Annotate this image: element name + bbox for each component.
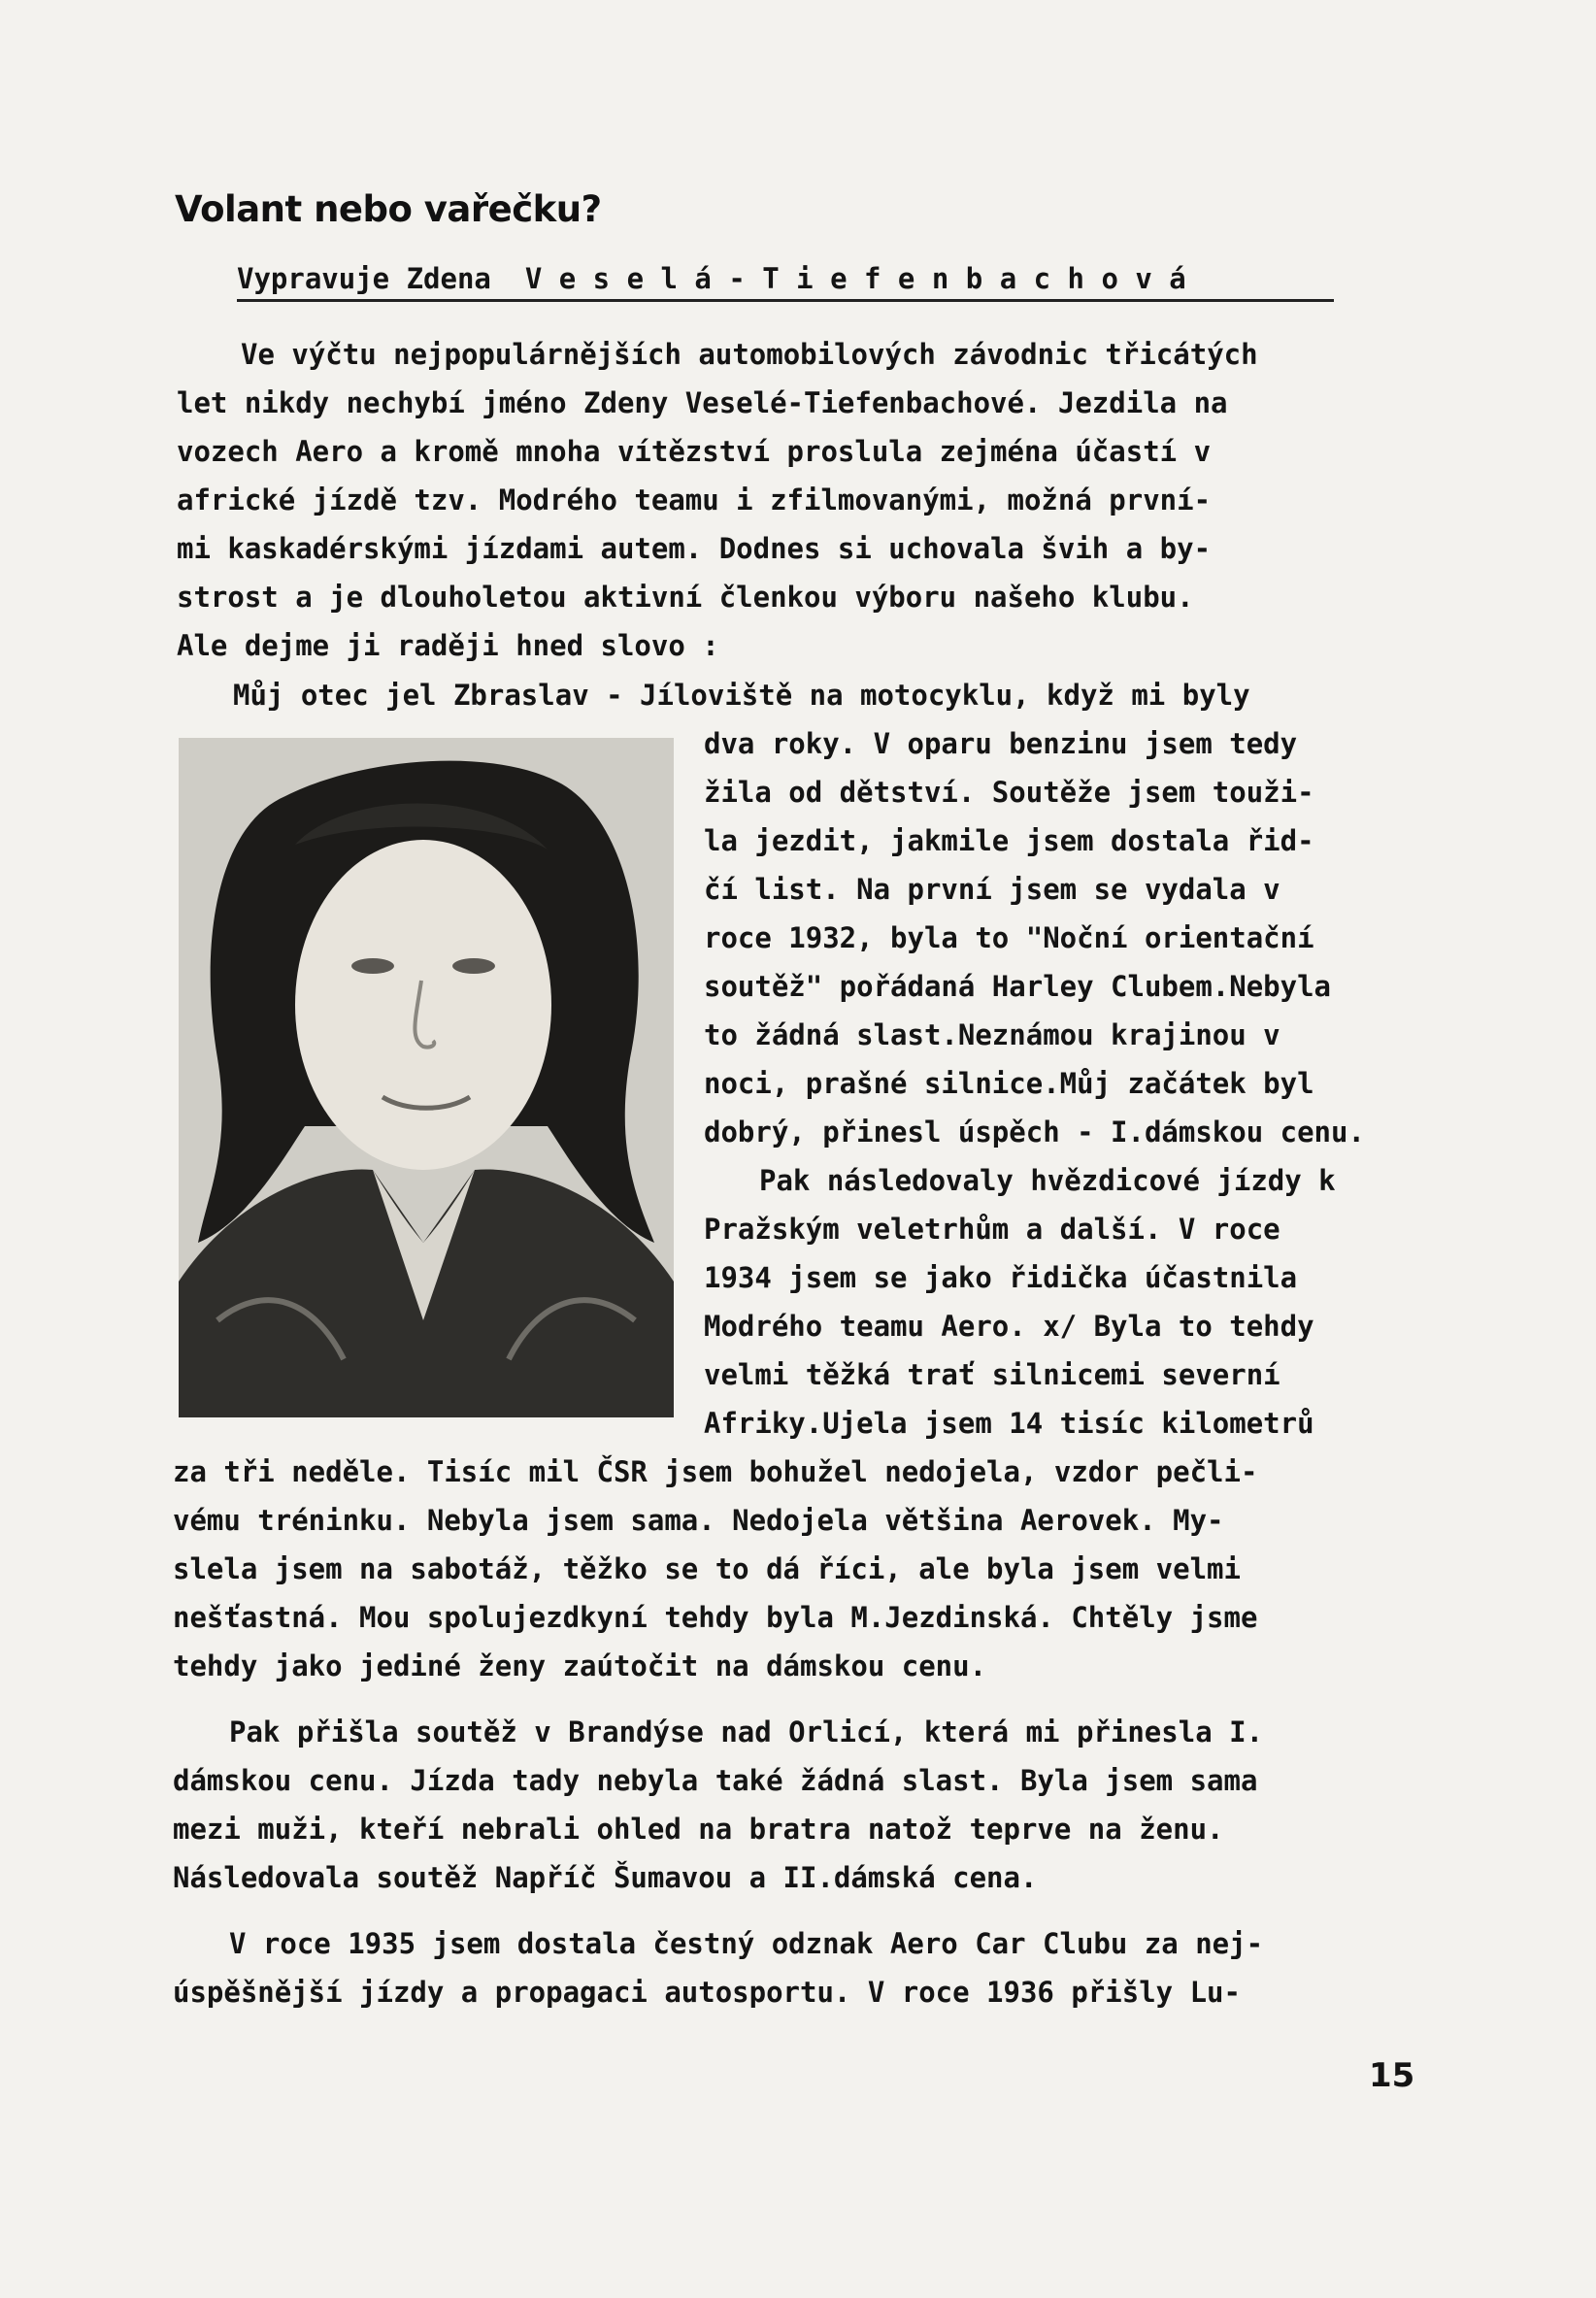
text-line: Ve výčtu nejpopulárnějších automobilových závodnic třicátých <box>241 338 1258 371</box>
text-line: let nikdy nechybí jméno Zdeny Veselé-Tiefenbachové. Jezdila na <box>177 386 1228 419</box>
text-line: noci, prašné silnice.Můj začátek byl <box>704 1067 1314 1100</box>
text-line: mi kaskadérskými jízdami autem. Dodnes si uchovala švih a by- <box>177 532 1212 565</box>
text-line: úspěšnější jízdy a propagaci autosportu. V roce 1936 přišly Lu- <box>173 1976 1241 2009</box>
text-line: la jezdit, jakmile jsem dostala řid- <box>704 824 1314 857</box>
portrait-photo <box>179 738 674 1417</box>
text-line: za tři neděle. Tisíc mil ČSR jsem bohužel nedojela, vzdor pečli- <box>173 1455 1258 1488</box>
text-line: Následovala soutěž Napříč Šumavou a II.dámská cena. <box>173 1861 1038 1894</box>
text-line: žila od dětství. Soutěže jsem touži- <box>704 776 1314 809</box>
text-line: dámskou cenu. Jízda tady nebyla také žádná slast. Byla jsem sama <box>173 1764 1258 1797</box>
text-line: soutěž" pořádaná Harley Clubem.Nebyla <box>704 970 1332 1003</box>
text-line: to žádná slast.Neznámou krajinou v <box>704 1018 1280 1051</box>
text-line: africké jízdě tzv. Modrého teamu i zfilmovanými, možná první- <box>177 483 1212 516</box>
text-line: Pak následovaly hvězdicové jízdy k <box>759 1164 1336 1197</box>
text-line: strost a je dlouholetou aktivní členkou výboru našeho klubu. <box>177 581 1194 614</box>
text-line: vému tréninku. Nebyla jsem sama. Nedojela většina Aerovek. My- <box>173 1504 1224 1537</box>
text-line: 1934 jsem se jako řidička účastnila <box>704 1261 1298 1294</box>
text-line: slela jsem na sabotáž, těžko se to dá říci, ale byla jsem velmi <box>173 1552 1241 1585</box>
text-line: Ale dejme ji raději hned slovo : <box>177 629 719 662</box>
text-line: Afriky.Ujela jsem 14 tisíc kilometrů <box>704 1407 1314 1440</box>
text-line: Pražským veletrhům a další. V roce <box>704 1213 1280 1246</box>
text-line: dobrý, přinesl úspěch - I.dámskou cenu. <box>704 1116 1365 1149</box>
text-line: vozech Aero a kromě mnoha vítězství proslula zejména účastí v <box>177 435 1212 468</box>
byline-name: V e s e l á - T i e f e n b a c h o v á <box>524 262 1186 295</box>
text-line: tehdy jako jediné ženy zaútočit na dámskou cenu. <box>173 1649 987 1682</box>
article-title: Volant nebo vařečku? <box>175 188 602 230</box>
text-line: mezi muži, kteří nebrali ohled na bratra natož teprve na ženu. <box>173 1813 1224 1846</box>
text-line: nešťastná. Mou spolujezdkyní tehdy byla M.Jezdinská. Chtěly jsme <box>173 1601 1258 1634</box>
text-line: čí list. Na první jsem se vydala v <box>704 873 1280 906</box>
text-line: V roce 1935 jsem dostala čestný odznak Aero Car Clubu za nej- <box>229 1927 1264 1960</box>
page-number: 15 <box>1369 2056 1415 2095</box>
text-line: dva roky. V oparu benzinu jsem tedy <box>704 727 1298 760</box>
text-line: roce 1932, byla to "Noční orientační <box>704 921 1314 954</box>
article-byline <box>237 262 1334 302</box>
text-line: Můj otec jel Zbraslav - Jíloviště na motocyklu, když mi byly <box>233 679 1250 712</box>
text-line: Modrého teamu Aero. x/ Byla to tehdy <box>704 1310 1314 1343</box>
text-line: Pak přišla soutěž v Brandýse nad Orlicí, která mi přinesla I. <box>229 1715 1264 1748</box>
byline-prefix: Vypravuje Zdena <box>237 262 491 295</box>
text-line: velmi těžká trať silnicemi severní <box>704 1358 1280 1391</box>
